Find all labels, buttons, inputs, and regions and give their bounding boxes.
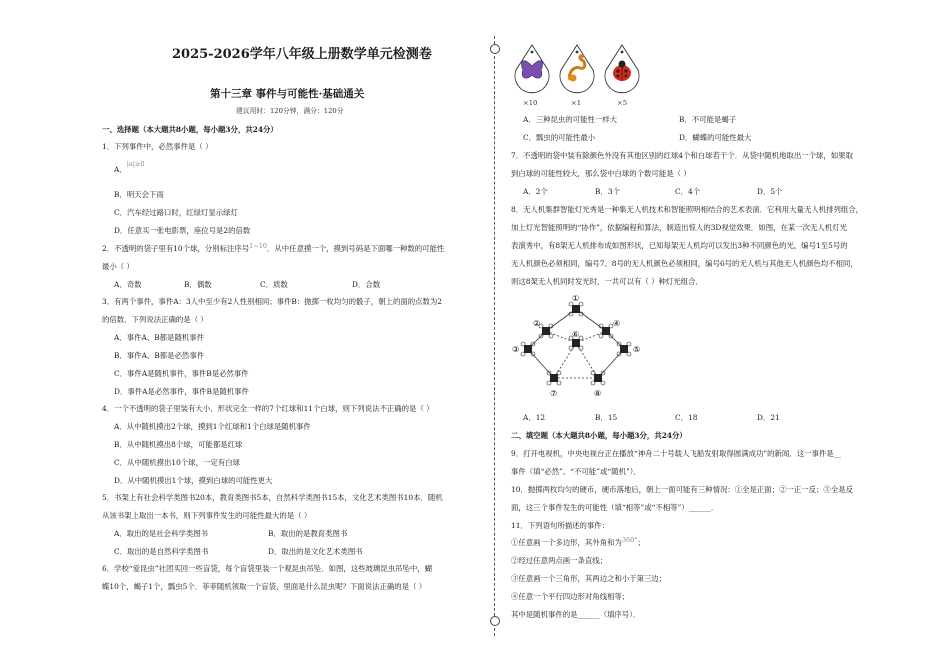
q7-option-b: B．3个 xyxy=(595,187,620,196)
q11-answer-line: 其中是随机事件的是______（填序号）． xyxy=(511,610,641,619)
q5-option-a: A．取出的是社会科学类图书 xyxy=(114,529,209,538)
q3-option-b: B．事件A、B都是必然事件 xyxy=(114,351,205,360)
question-5-stem-cont: 从该书架上取出一本书，则下列事件发生的可能性最大的是（ ） xyxy=(102,511,312,520)
drone-label-6: ⑥ xyxy=(572,330,580,339)
q8-option-b: B．15 xyxy=(595,413,618,422)
question-7-stem: 7．不透明的袋中装有除颜色外没有其他区别的红球4个和白球若干个．从袋中随机地取出一个球，如果取 xyxy=(511,151,853,160)
drone-label-2: ② xyxy=(533,319,541,328)
q1-option-a: A．|a|≥0 xyxy=(114,160,145,174)
q6-option-c: C．瓢虫的可能性最小 xyxy=(523,133,596,142)
question-8-line-3: 表演秀中，有8架无人机排布成如图形状，已知每架无人机均可以发出3种不同颜色的光，编号1至5号的 xyxy=(511,241,848,250)
q2-option-a: A．奇数 xyxy=(114,280,142,289)
ladybug-count: ×5 xyxy=(617,99,628,107)
q2-option-d: D．合数 xyxy=(352,280,381,289)
q7-option-c: C．4个 xyxy=(675,187,701,196)
scorpion-count: ×1 xyxy=(571,99,582,107)
question-8-line-1: 8．无人机集群智能灯光秀是一种集无人机技术和智能照明相结合的艺术表演．它利用大量无人机排列组合， xyxy=(511,205,864,214)
butterfly-pendant xyxy=(515,45,549,93)
scorpion-pendant xyxy=(560,45,594,93)
exam-info: 建议用时：120分钟，满分：120分 xyxy=(236,107,344,115)
q7-option-d: D．5个 xyxy=(757,187,783,196)
q4-option-c: C．从中随机摸出10个球，一定有白球 xyxy=(114,458,240,467)
q11-item-3: ③任意画一个三角形，其两边之和小于第三边； xyxy=(511,574,667,583)
q6-option-b: B．不可能是蝎子 xyxy=(679,115,737,124)
question-3-stem-cont: 的倍数．下列说法正确的是（ ） xyxy=(102,315,208,324)
drone-label-8: ⑧ xyxy=(594,389,602,398)
drone-label-1: ① xyxy=(572,294,580,303)
q6-option-a: A．三种昆虫的可能性一样大 xyxy=(523,115,618,124)
q3-option-c: C．事件A是随机事件，事件B是必然事件 xyxy=(114,369,249,378)
q11-item-1: ①任意画一个多边形，其外角和为360°； xyxy=(511,536,645,547)
q8-option-d: D．21 xyxy=(757,413,780,422)
question-11-stem: 11．下列语句所描述的事件： xyxy=(511,521,610,530)
binding-hole xyxy=(490,616,500,626)
q7-option-a: A．2个 xyxy=(523,187,548,196)
q11-item-4: ④任意一个平行四边形对角线相等； xyxy=(511,592,630,601)
question-10-line-2: 面，这三个事件发生的可能性（填“相等”或“不相等”）______． xyxy=(511,503,719,512)
question-8-line-5: 则这8架无人机同时发光时，一共可以有（ ）种灯光组合． xyxy=(511,277,703,286)
drone-label-7: ⑦ xyxy=(550,389,558,398)
q2-option-b: B．偶数 xyxy=(184,280,212,289)
drone-label-5: ⑤ xyxy=(633,345,641,354)
question-9-line-2: 事件（填“必然”、“不可能”或“随机”）． xyxy=(511,467,641,476)
ladybug-pendant xyxy=(605,45,639,93)
drone-label-4: ④ xyxy=(613,319,621,328)
question-5-stem: 5．书架上有社会科学类图书20本，教育类图书5本，自然科学类图书15本，文化艺术类图书10本．随机 xyxy=(102,493,443,502)
butterfly-count: ×10 xyxy=(523,99,538,107)
q3-option-d: D．事件A是必然事件，事件B是随机事件 xyxy=(114,387,249,396)
section-heading: 二、填空题（本大题共8小题，每小题3分，共24分） xyxy=(511,431,687,440)
q5-option-d: D．取出的是文化艺术类图书 xyxy=(268,547,363,556)
q5-option-b: B．取出的是教育类图书 xyxy=(268,529,348,538)
question-6-stem: 6．学校“爱昆虫”社团买回一些盲袋，每个盲袋里装一个观昆虫吊坠．如图，这些玻璃昆虫吊坠中，蝴 xyxy=(102,564,433,573)
drone-1 xyxy=(569,302,583,316)
column-divider xyxy=(494,36,495,636)
page-title: 2025-2026学年八年级上册数学单元检测卷 xyxy=(172,47,432,62)
section-heading: 一、选择题（本大题共8小题，每小题3分，共24分） xyxy=(102,125,278,134)
question-8-line-2: 加上灯光智能照明的“协作”，依据编程和算法，制造出惊人的3D视觉效果．如图，在某一次无人机灯光 xyxy=(511,223,847,232)
q4-option-d: D．从中随机摸出1个球，摸到白球的可能性更大 xyxy=(114,476,273,485)
question-9-line-1: 9．打开电视机，中央电视台正在播放“神舟二十号载人飞船发射取得圆满成功”的新闻．这一事件是__ xyxy=(511,449,842,458)
drone-formation-figure xyxy=(511,293,651,401)
question-7-stem-cont: 到白球的可能性较大，那么袋中白球的个数可能是（ ） xyxy=(511,169,691,178)
question-8-line-4: 无人机颜色必须相同，编号7、8号的无人机颜色必须相同，编号6号的无人机与其他无人机颜色均不相同， xyxy=(511,259,858,268)
question-2-stem: 2．不透明的袋子里有10个球，分别标注序号1~10．从中任意摸一个，摸到号码是下面哪一种数的可能性 xyxy=(102,242,445,253)
q8-option-a: A．12 xyxy=(523,413,546,422)
question-6-stem-cont: 蝶10个，蝎子1个，瓢虫5个．菲菲随机领取一个盲袋，里面是什么昆虫呢？下面说法正确的是（ ） xyxy=(102,582,427,591)
q1-option-b: B．明天会下雨 xyxy=(114,190,164,199)
q3-option-a: A．事件A、B都是随机事件 xyxy=(114,333,205,342)
question-2-stem-cont: 最小（ ） xyxy=(102,262,134,271)
question-4-stem: 4．一个不透明的袋子里装有大小、形状完全一样的7个红球和11个白球，则下列说法不正确的是（ ） xyxy=(102,404,434,413)
q11-item-2: ②经过任意两点画一条直线； xyxy=(511,556,608,565)
q6-option-d: D．蝴蝶的可能性最大 xyxy=(679,133,752,142)
q8-option-c: C．18 xyxy=(675,413,698,422)
q5-option-c: C．取出的是自然科学类图书 xyxy=(114,547,209,556)
q4-option-a: A．从中随机摸出2个球，摸到1个红球和1个白球是随机事件 xyxy=(114,422,311,431)
drone-label-3: ③ xyxy=(512,345,520,354)
q1-option-c: C．汽车经过路口时，红绿灯显示绿灯 xyxy=(114,208,238,217)
binding-hole xyxy=(490,44,500,54)
question-3-stem: 3．有两个事件，事件A：3人中至少有2人性别相同；事件B：抛掷一枚均匀的骰子，朝上的面的点数为2 xyxy=(102,297,442,306)
page-subtitle: 第十三章 事件与可能性·基础通关 xyxy=(210,88,365,100)
question-1-stem: 1．下列事件中，必然事件是（ ） xyxy=(102,142,213,151)
insect-pendant-figure xyxy=(511,42,651,100)
question-10-line-1: 10．抛掷两枚均匀的硬币，硬币落地后，朝上一面可能有三种情况：①全是正面；②一正一反；③全是反 xyxy=(511,485,853,494)
q4-option-b: B．从中随机摸出8个球，可能都是红球 xyxy=(114,440,243,449)
q2-option-c: C．质数 xyxy=(260,280,288,289)
q1-option-d: D．任意买一张电影票，座位号是2的倍数 xyxy=(114,226,251,235)
